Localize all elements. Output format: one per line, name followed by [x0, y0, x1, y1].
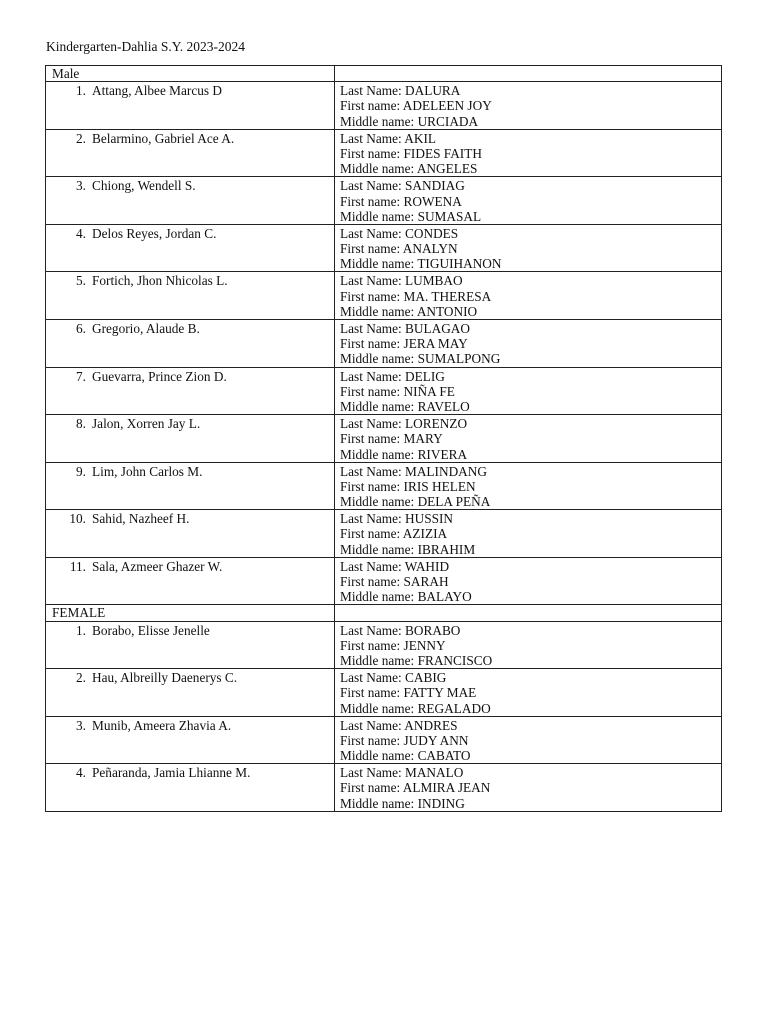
guardian-first-name-label: First name:	[340, 574, 404, 590]
guardian-info	[335, 320, 721, 367]
student-cell	[46, 462, 335, 510]
guardian-last-name-value: DALURA	[405, 83, 461, 99]
student-cell	[46, 557, 335, 605]
student-entry	[46, 368, 334, 384]
guardian-last-name-line	[340, 718, 721, 733]
guardian-cell	[335, 510, 722, 558]
guardian-last-name-line	[340, 559, 721, 574]
student-number: 11.	[69, 558, 86, 574]
student-entry	[46, 622, 334, 638]
guardian-middle-name-label: Middle name:	[340, 795, 418, 811]
guardian-middle-name-value: URCIADA	[417, 113, 479, 129]
student-name: Lim, John Carlos M.	[92, 463, 203, 479]
student-name: Guevarra, Prince Zion D.	[92, 368, 227, 384]
student-row	[46, 367, 722, 415]
section-header-row	[46, 605, 722, 621]
guardian-first-name-line	[340, 146, 721, 161]
guardian-last-name-value: SANDIAG	[405, 178, 465, 194]
student-row	[46, 764, 722, 812]
guardian-first-name-line	[340, 336, 721, 351]
student-cell	[46, 510, 335, 558]
student-name: Munib, Ameera Zhavia A.	[92, 717, 232, 733]
guardian-first-name-value: MA. THERESA	[403, 288, 492, 304]
student-entry	[46, 717, 334, 733]
guardian-last-name-line	[340, 464, 721, 479]
guardian-middle-name-label: Middle name:	[340, 494, 418, 510]
guardian-last-name-line	[340, 226, 721, 241]
guardian-middle-name-value: ANGELES	[416, 161, 478, 177]
guardian-last-name-value: AKIL	[404, 130, 437, 146]
guardian-last-name-label: Last Name:	[340, 670, 405, 686]
student-entry	[46, 558, 334, 574]
guardian-middle-name-value: SUMALPONG	[417, 351, 501, 367]
student-name: Attang, Albee Marcus D	[92, 83, 222, 99]
guardian-cell	[335, 557, 722, 605]
student-cell	[46, 320, 335, 368]
student-cell	[46, 621, 335, 669]
student-cell	[46, 82, 335, 130]
guardian-info	[335, 558, 721, 605]
guardian-first-name-value: MARY	[403, 431, 443, 447]
guardian-first-name-line	[340, 479, 721, 494]
student-cell	[46, 716, 335, 764]
student-name: Sala, Azmeer Ghazer W.	[92, 558, 223, 574]
guardian-middle-name-label: Middle name:	[340, 541, 418, 557]
guardian-info	[335, 130, 721, 177]
student-row	[46, 669, 722, 717]
guardian-middle-name-value: RAVELO	[417, 398, 470, 414]
guardian-info	[335, 669, 721, 716]
guardian-middle-name-line	[340, 351, 721, 366]
guardian-last-name-value: LORENZO	[405, 416, 468, 432]
guardian-middle-name-label: Middle name:	[340, 351, 418, 367]
guardian-first-name-label: First name:	[340, 288, 404, 304]
guardian-middle-name-value: BALAYO	[417, 589, 472, 605]
guardian-last-name-line	[340, 178, 721, 193]
guardian-first-name-line	[340, 241, 721, 256]
guardian-first-name-value: ADELEEN JOY	[402, 98, 492, 114]
guardian-last-name-line	[340, 83, 721, 98]
guardian-cell	[335, 716, 722, 764]
guardian-last-name-value: MANALO	[405, 765, 464, 781]
student-cell	[46, 129, 335, 177]
guardian-first-name-label: First name:	[340, 336, 404, 352]
guardian-first-name-label: First name:	[340, 732, 404, 748]
guardian-first-name-value: JUDY ANN	[403, 732, 469, 748]
guardian-first-name-line	[340, 685, 721, 700]
section-header-cell	[46, 66, 335, 82]
guardian-middle-name-line	[340, 701, 721, 716]
student-cell	[46, 764, 335, 812]
guardian-middle-name-label: Middle name:	[340, 161, 417, 177]
student-entry	[46, 130, 334, 146]
roster-body	[46, 66, 722, 812]
guardian-first-name-line	[340, 780, 721, 795]
section-label: FEMALE	[52, 605, 106, 621]
section-header-row	[46, 66, 722, 82]
student-entry	[46, 669, 334, 685]
guardian-first-name-label: First name:	[340, 193, 404, 209]
guardian-info	[335, 463, 721, 510]
student-row	[46, 462, 722, 510]
guardian-first-name-value: JENNY	[403, 637, 446, 653]
guardian-cell	[335, 367, 722, 415]
student-row	[46, 621, 722, 669]
guardian-first-name-line	[340, 289, 721, 304]
guardian-first-name-line	[340, 431, 721, 446]
student-name: Delos Reyes, Jordan C.	[92, 225, 217, 241]
section-header-cell	[46, 605, 335, 621]
guardian-middle-name-value: CABATO	[417, 748, 471, 764]
guardian-first-name-value: SARAH	[403, 574, 449, 590]
roster-table	[45, 65, 722, 812]
student-entry	[46, 463, 334, 479]
guardian-cell	[335, 669, 722, 717]
guardian-info	[335, 622, 721, 669]
student-row	[46, 415, 722, 463]
student-name: Peñaranda, Jamia Lhianne M.	[92, 765, 251, 781]
student-name: Sahid, Nazheef H.	[92, 511, 190, 527]
guardian-last-name-value: CABIG	[405, 670, 447, 686]
guardian-last-name-value: BULAGAO	[405, 321, 471, 337]
guardian-cell	[335, 415, 722, 463]
guardian-last-name-line	[340, 131, 721, 146]
student-number: 9.	[76, 463, 86, 479]
student-row	[46, 129, 722, 177]
student-name: Chiong, Wendell S.	[92, 178, 196, 194]
student-entry	[46, 272, 334, 288]
guardian-middle-name-value: DELA PEÑA	[417, 494, 491, 510]
guardian-last-name-value: BORABO	[405, 622, 461, 638]
guardian-cell	[335, 320, 722, 368]
student-cell	[46, 669, 335, 717]
guardian-middle-name-label: Middle name:	[340, 589, 418, 605]
guardian-first-name-value: AZIZIA	[402, 526, 448, 542]
guardian-middle-name-label: Middle name:	[340, 113, 418, 129]
guardian-middle-name-label: Middle name:	[340, 700, 418, 716]
guardian-first-name-line	[340, 526, 721, 541]
guardian-middle-name-value: IBRAHIM	[417, 541, 476, 557]
guardian-first-name-value: NIÑA FE	[403, 383, 455, 399]
guardian-info	[335, 272, 721, 319]
student-number: 10.	[69, 511, 86, 527]
student-name: Fortich, Jhon Nhicolas L.	[92, 273, 228, 289]
student-number: 2.	[76, 670, 86, 686]
student-number: 3.	[76, 717, 86, 733]
guardian-middle-name-line	[340, 748, 721, 763]
student-number: 4.	[76, 765, 86, 781]
section-header-empty-cell	[335, 66, 722, 82]
section-header-empty-cell	[335, 605, 722, 621]
student-entry	[46, 177, 334, 193]
guardian-last-name-line	[340, 765, 721, 780]
guardian-last-name-line	[340, 416, 721, 431]
guardian-cell	[335, 129, 722, 177]
guardian-middle-name-line	[340, 256, 721, 271]
guardian-info	[335, 764, 721, 811]
student-cell	[46, 224, 335, 272]
guardian-last-name-value: DELIG	[405, 368, 445, 384]
guardian-cell	[335, 82, 722, 130]
guardian-first-name-value: ALMIRA JEAN	[402, 780, 491, 796]
guardian-cell	[335, 462, 722, 510]
student-row	[46, 716, 722, 764]
guardian-middle-name-line	[340, 114, 721, 129]
guardian-cell	[335, 272, 722, 320]
guardian-first-name-value: FATTY MAE	[403, 685, 477, 701]
student-cell	[46, 177, 335, 225]
student-entry	[46, 510, 334, 526]
student-entry	[46, 225, 334, 241]
guardian-middle-name-line	[340, 447, 721, 462]
guardian-last-name-value: ANDRES	[404, 717, 458, 733]
guardian-last-name-label: Last Name:	[340, 765, 405, 781]
guardian-middle-name-value: SUMASAL	[417, 208, 482, 224]
student-number: 4.	[76, 225, 86, 241]
guardian-info	[335, 225, 721, 272]
guardian-first-name-line	[340, 194, 721, 209]
guardian-info	[335, 415, 721, 462]
guardian-first-name-label: First name:	[340, 145, 404, 161]
document-title: Kindergarten-Dahlia S.Y. 2023-2024	[46, 39, 245, 54]
student-cell	[46, 415, 335, 463]
guardian-last-name-label: Last Name:	[340, 321, 405, 337]
guardian-last-name-label: Last Name:	[340, 511, 405, 527]
guardian-last-name-value: WAHID	[404, 558, 450, 574]
student-row	[46, 82, 722, 130]
guardian-last-name-line	[340, 273, 721, 288]
guardian-first-name-line	[340, 733, 721, 748]
guardian-middle-name-label: Middle name:	[340, 208, 418, 224]
guardian-info	[335, 368, 721, 415]
guardian-first-name-label: First name:	[340, 526, 403, 542]
guardian-middle-name-label: Middle name:	[340, 652, 418, 668]
guardian-cell	[335, 621, 722, 669]
guardian-last-name-label: Last Name:	[340, 558, 405, 574]
guardian-middle-name-line	[340, 796, 721, 811]
guardian-last-name-label: Last Name:	[340, 178, 405, 194]
guardian-middle-name-line	[340, 542, 721, 557]
guardian-middle-name-line	[340, 304, 721, 319]
guardian-last-name-value: MALINDANG	[405, 463, 487, 479]
guardian-middle-name-label: Middle name:	[340, 303, 417, 319]
guardian-first-name-value: FIDES FAITH	[403, 145, 482, 161]
guardian-middle-name-line	[340, 161, 721, 176]
guardian-first-name-value: IRIS HELEN	[403, 478, 476, 494]
student-number: 8.	[76, 416, 86, 432]
guardian-last-name-label: Last Name:	[340, 273, 405, 289]
guardian-middle-name-line	[340, 589, 721, 604]
student-row	[46, 557, 722, 605]
student-row	[46, 177, 722, 225]
guardian-first-name-label: First name:	[340, 685, 404, 701]
student-number: 2.	[76, 130, 86, 146]
guardian-first-name-value: ROWENA	[403, 193, 462, 209]
guardian-last-name-line	[340, 670, 721, 685]
student-entry	[46, 82, 334, 98]
guardian-first-name-label: First name:	[340, 637, 404, 653]
guardian-last-name-label: Last Name:	[340, 622, 405, 638]
guardian-middle-name-line	[340, 399, 721, 414]
student-number: 7.	[76, 368, 86, 384]
guardian-first-name-label: First name:	[340, 478, 404, 494]
guardian-last-name-line	[340, 511, 721, 526]
guardian-middle-name-value: INDING	[417, 795, 465, 811]
student-row	[46, 272, 722, 320]
guardian-middle-name-label: Middle name:	[340, 748, 418, 764]
guardian-middle-name-label: Middle name:	[340, 256, 418, 272]
guardian-last-name-value: HUSSIN	[405, 511, 454, 527]
guardian-last-name-label: Last Name:	[340, 463, 405, 479]
student-entry	[46, 320, 334, 336]
guardian-cell	[335, 224, 722, 272]
student-name: Gregorio, Alaude B.	[92, 321, 200, 337]
student-number: 3.	[76, 178, 86, 194]
student-row	[46, 510, 722, 558]
guardian-middle-name-value: FRANCISCO	[417, 652, 493, 668]
student-number: 1.	[76, 83, 86, 99]
student-name: Hau, Albreilly Daenerys C.	[92, 670, 238, 686]
guardian-info	[335, 177, 721, 224]
guardian-info	[335, 717, 721, 764]
guardian-last-name-line	[340, 623, 721, 638]
guardian-last-name-label: Last Name:	[340, 368, 405, 384]
guardian-first-name-line	[340, 574, 721, 589]
guardian-first-name-label: First name:	[340, 431, 404, 447]
guardian-first-name-label: First name:	[340, 241, 403, 257]
guardian-first-name-label: First name:	[340, 383, 404, 399]
student-number: 1.	[76, 622, 86, 638]
guardian-last-name-value: CONDES	[405, 225, 459, 241]
guardian-last-name-label: Last Name:	[340, 416, 405, 432]
student-number: 6.	[76, 321, 86, 337]
student-name: Jalon, Xorren Jay L.	[92, 416, 201, 432]
guardian-first-name-line	[340, 98, 721, 113]
guardian-middle-name-value: REGALADO	[417, 700, 491, 716]
guardian-middle-name-value: ANTONIO	[416, 303, 478, 319]
guardian-last-name-value: LUMBAO	[405, 273, 463, 289]
guardian-first-name-value: JERA MAY	[403, 336, 468, 352]
guardian-cell	[335, 764, 722, 812]
student-cell	[46, 272, 335, 320]
guardian-middle-name-line	[340, 209, 721, 224]
guardian-last-name-label: Last Name:	[340, 717, 405, 733]
guardian-last-name-label: Last Name:	[340, 83, 405, 99]
guardian-last-name-label: Last Name:	[340, 130, 405, 146]
guardian-cell	[335, 177, 722, 225]
student-cell	[46, 367, 335, 415]
guardian-last-name-line	[340, 369, 721, 384]
student-entry	[46, 415, 334, 431]
student-row	[46, 224, 722, 272]
guardian-info	[335, 82, 721, 129]
student-row	[46, 320, 722, 368]
guardian-middle-name-label: Middle name:	[340, 398, 418, 414]
guardian-last-name-line	[340, 321, 721, 336]
section-label: Male	[52, 66, 80, 81]
guardian-first-name-value: ANALYN	[402, 241, 458, 257]
guardian-first-name-line	[340, 638, 721, 653]
guardian-middle-name-label: Middle name:	[340, 446, 418, 462]
guardian-first-name-label: First name:	[340, 780, 403, 796]
guardian-middle-name-line	[340, 653, 721, 668]
guardian-info	[335, 510, 721, 557]
student-name: Borabo, Elisse Jenelle	[92, 622, 210, 638]
guardian-last-name-label: Last Name:	[340, 225, 405, 241]
guardian-middle-name-value: TIGUIHANON	[417, 256, 502, 272]
guardian-first-name-label: First name:	[340, 98, 403, 114]
guardian-middle-name-line	[340, 494, 721, 509]
student-name: Belarmino, Gabriel Ace A.	[92, 130, 235, 146]
guardian-middle-name-value: RIVERA	[417, 446, 468, 462]
student-number: 5.	[76, 273, 86, 289]
guardian-first-name-line	[340, 384, 721, 399]
student-entry	[46, 764, 334, 780]
